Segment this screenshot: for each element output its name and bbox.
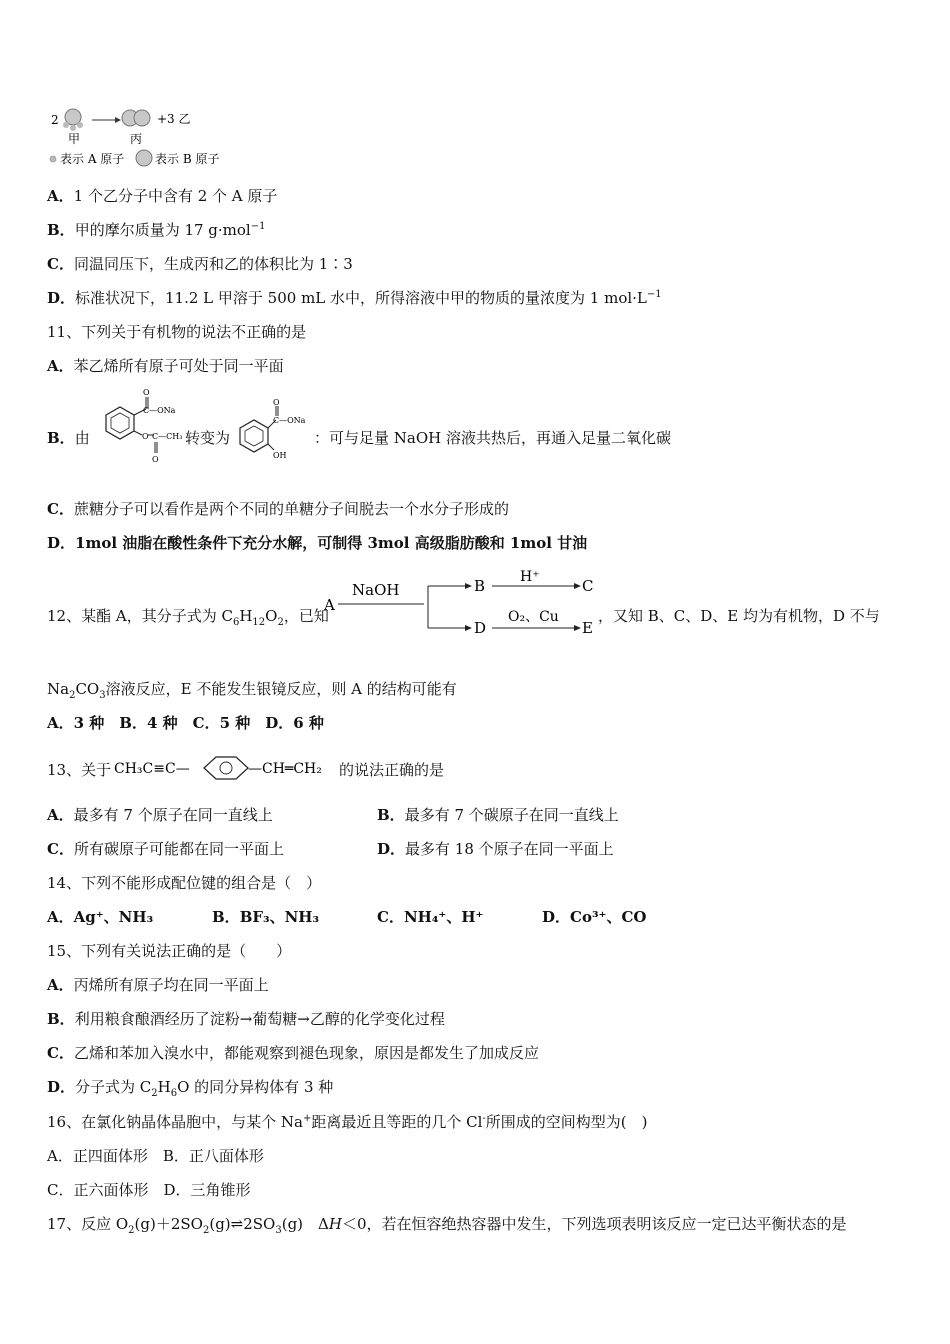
q12-options: A．3 种 B．4 种 C．5 种 D．6 种 xyxy=(47,714,324,732)
q12-stem-post: ，又知 B、C、D、E 均为有机物，D 不与 xyxy=(598,607,880,625)
svg-text:C—CH₃: C—CH₃ xyxy=(152,432,183,441)
q11-option-c: C．蔗糖分子可以看作是两个不同的单糖分子间脱去一个水分子形成的 xyxy=(47,500,509,518)
q13-option-b: B．最多有 7 个碳原子在同一直线上 xyxy=(377,806,619,824)
structure-acetyl-salicylate xyxy=(88,385,188,465)
svg-text:B: B xyxy=(474,577,486,595)
q14-option-c: C．NH₄⁺、H⁺ xyxy=(377,908,484,926)
q10-option-a: A．1 个乙分子中含有 2 个 A 原子 xyxy=(47,187,278,205)
q13-option-a: A．最多有 7 个原子在同一直线上 xyxy=(47,806,273,824)
q10-option-c: C．同温同压下，生成丙和乙的体积比为 1∶3 xyxy=(47,255,353,273)
svg-text:D: D xyxy=(474,619,487,637)
atom-reaction-figure xyxy=(47,100,247,168)
q11-option-b-to: 转变为 xyxy=(185,429,231,447)
q12-stem: 12、某酯 A，其分子式为 $C_6H_{12}O_2$，已知 xyxy=(47,607,329,628)
atom-b-legend-icon xyxy=(136,150,152,166)
svg-text:E: E xyxy=(582,619,593,637)
q14-option-a: A．Ag⁺、NH₃ xyxy=(47,908,154,926)
svg-text:C: C xyxy=(582,577,594,595)
q15-option-a: A．丙烯所有原子均在同一平面上 xyxy=(47,976,269,994)
q14-stem: 14、下列不能形成配位键的组合是（ ） xyxy=(47,874,322,892)
q13-option-d: D．最多有 18 个原子在同一平面上 xyxy=(377,840,614,858)
q13-molecule xyxy=(112,744,340,792)
q10-option-d: D．标准状况下，11.2 L 甲溶于 500 mL 水中，所得溶液中甲的物质的量浓度为 1 $mol\cdot L^{-1}$ xyxy=(47,289,662,307)
q10-option-b: B．甲的摩尔质量为 17 g·mol$^{-1}$ xyxy=(47,221,266,239)
q15-option-d: D．分子式为 $C_2H_6O$ 的同分异构体有 3 种 xyxy=(47,1078,334,1099)
label-jia: 甲 xyxy=(68,132,81,146)
q13-option-c: C．所有碳原子可能都在同一平面上 xyxy=(47,840,284,858)
svg-text:H⁺: H⁺ xyxy=(520,570,540,585)
q16-options-row2: C．正六面体形 D．三角锥形 xyxy=(47,1181,251,1199)
svg-text:NaOH: NaOH xyxy=(352,581,400,599)
product-rhs: +3 乙 xyxy=(157,112,191,126)
q11-option-b-rest: ：可与足量 NaOH 溶液共热后，再通入足量二氧化碳 xyxy=(314,429,671,447)
svg-text:OH: OH xyxy=(273,451,287,460)
svg-text:O: O xyxy=(143,388,150,397)
q13-stem-post: 的说法正确的是 xyxy=(339,761,445,779)
q11-option-d: D．1mol 油脂在酸性条件下充分水解，可制得 3mol 高级脂肪酸和 1mol 甘油 xyxy=(47,534,588,552)
svg-text:C—ONa: C—ONa xyxy=(273,416,306,425)
svg-text:O₂、Cu: O₂、Cu xyxy=(508,609,559,625)
q17-stem: 17、反应 $O_2(g)+2SO_2(g)\rightleftharpoons 2SO_3(g)$ ΔH＜0，若在恒容绝热容器中发生，下列选项表明该反应一定已达平衡状态的是 xyxy=(47,1215,847,1236)
q16-stem: 16、在氯化钠晶体晶胞中，与某个 Na+距离最近且等距的几个 Cl-所围成的空间构型为( ) xyxy=(47,1113,648,1131)
legend-b: 表示 B 原子 xyxy=(155,152,220,166)
legend-a: 表示 A 原子 xyxy=(60,152,125,166)
svg-text:O: O xyxy=(142,432,149,441)
structure-sodium-salicylate xyxy=(230,398,325,468)
q16-options-row1: A．正四面体形 B．正八面体形 xyxy=(47,1147,264,1165)
atom-a-legend-icon xyxy=(50,156,56,162)
molecule-bing xyxy=(122,110,150,126)
q12-reaction-scheme xyxy=(322,570,602,642)
q11-option-b-label: B．由 xyxy=(47,429,90,447)
svg-text:—CH═CH₂: —CH═CH₂ xyxy=(248,761,322,777)
svg-text:O: O xyxy=(273,398,280,407)
coef-left: 2 xyxy=(51,113,59,127)
svg-text:CH₃C≡C—: CH₃C≡C— xyxy=(114,761,190,777)
label-bing: 丙 xyxy=(130,132,143,146)
q15-option-b: B．利用粮食酿酒经历了淀粉→葡萄糖→乙醇的化学变化过程 xyxy=(47,1010,445,1028)
molecule-jia xyxy=(63,109,83,131)
q15-stem: 15、下列有关说法正确的是（ ） xyxy=(47,942,292,960)
q13-stem-pre: 13、关于 xyxy=(47,761,112,779)
q14-option-b: B．BF₃、NH₃ xyxy=(212,908,320,926)
q15-option-c: C．乙烯和苯加入溴水中，都能观察到褪色现象，原因是都发生了加成反应 xyxy=(47,1044,539,1062)
q11-stem: 11、下列关于有机物的说法不正确的是 xyxy=(47,323,307,341)
q11-option-a: A．苯乙烯所有原子可处于同一平面 xyxy=(47,357,284,375)
svg-text:C—ONa: C—ONa xyxy=(143,406,176,415)
svg-text:O: O xyxy=(152,455,159,464)
q14-option-d: D．Co³⁺、CO xyxy=(542,908,647,926)
q12-stem-line2: $Na_2CO_3$溶液反应，E 不能发生银镜反应，则 A 的结构可能有 xyxy=(47,680,457,701)
svg-text:A: A xyxy=(324,596,335,614)
